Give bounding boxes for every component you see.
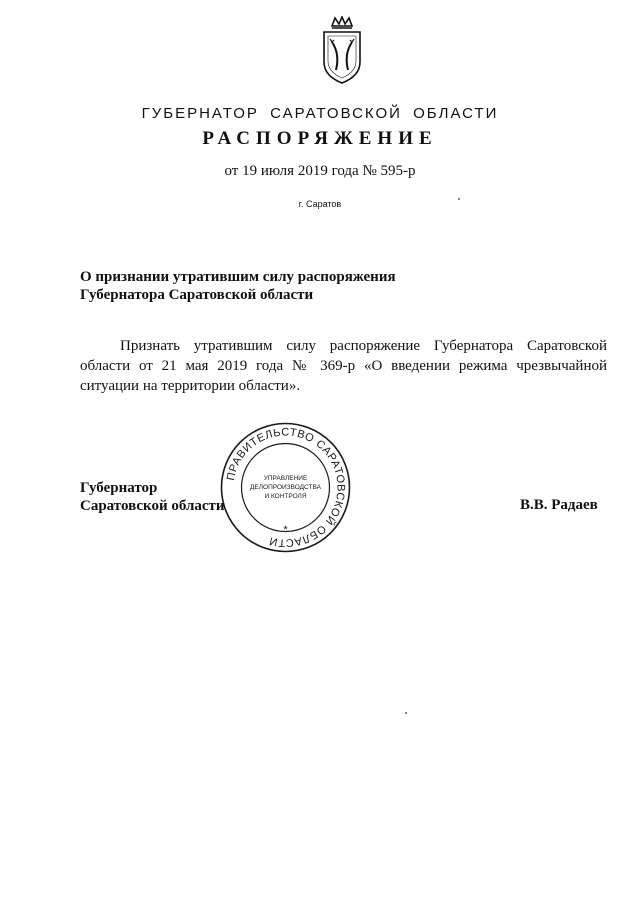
stamp-star: * [283,524,288,536]
document-subject [80,268,460,304]
subject-line-1: О признании утратившим силу распоряжения [80,269,396,285]
coat-of-arms-emblem [320,16,364,86]
stamp-inner-line-1: УПРАВЛЕНИЕ [263,475,308,482]
official-stamp [218,420,353,555]
signatory-title-line-2: Саратовской области [80,498,225,514]
stamp-inner-line-2: ДЕЛОПРОИЗВОДСТВА [250,484,321,491]
signatory-title-line-1: Губернатор [80,480,158,496]
subject-line-2: Губернатора Саратовской области [80,287,314,303]
stamp-outer-text: ПРАВИТЕЛЬСТВО САРАТОВСКОЙ ОБЛАСТИ [224,426,347,549]
document-city: г. Саратов [298,199,342,209]
signatory-title [80,479,240,515]
body-paragraph: Признать утратившим силу распоряжение Губернатора Саратовской области от 21 мая 2019 года № 369-р «О введении режима чрезвычайной ситуации на территории области». [80,338,607,394]
authority-title: ГУБЕРНАТОР САРАТОВСКОЙ ОБЛАСТИ [141,105,499,122]
scan-speck [405,712,407,714]
scan-speck [458,198,460,200]
stamp-inner-line-3: И КОНТРОЛЯ [264,493,307,500]
signatory-name: В.В. Радаев [520,497,598,513]
document-date-number: от 19 июля 2019 года № 595-р [224,163,416,179]
document-type: РАСПОРЯЖЕНИЕ [202,128,438,149]
